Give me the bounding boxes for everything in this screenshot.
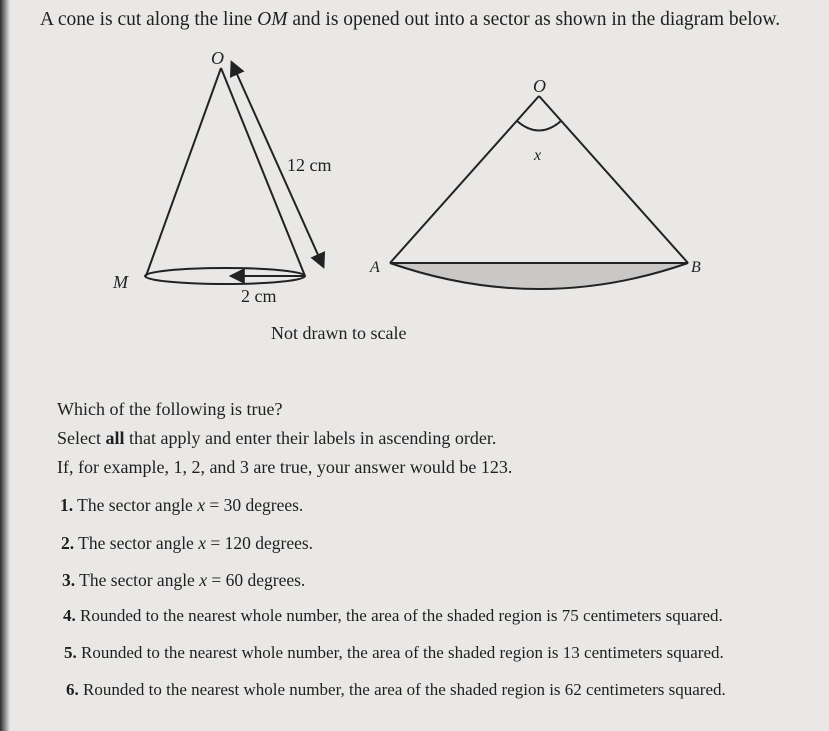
option-6 [66, 680, 726, 700]
option-number: 6. [66, 680, 79, 699]
intro-line-name: OM [257, 9, 288, 30]
option-3 [62, 570, 305, 591]
option-text-end: = 30 degrees. [204, 495, 304, 515]
question-line-3: If, for example, 1, 2, and 3 are true, your answer would be 123. [57, 457, 513, 477]
intro-pre: A cone is cut along the line [40, 9, 258, 30]
option-text: The sector angle [75, 570, 200, 590]
cone-apex-label: O [211, 48, 224, 68]
sector-left-radius [390, 96, 542, 263]
option-number: 4. [63, 606, 76, 625]
q2-bold: all [105, 428, 125, 448]
option-text: Rounded to the nearest whole number, the area of the shaded region is 13 centimeters squared. [76, 643, 724, 662]
sector-apex-label: O [533, 76, 546, 96]
sector-point-b-label: B [691, 259, 701, 276]
option-text-end: = 120 degrees. [205, 533, 314, 553]
sector-diagram [369, 76, 701, 289]
option-variable: x [198, 533, 206, 553]
option-variable: x [199, 570, 207, 590]
question-line-1: Which of the following is true? [57, 399, 283, 419]
sector-angle-arc [517, 121, 561, 131]
question-line-2 [57, 428, 496, 449]
figure-caption: Not drawn to scale [271, 323, 407, 343]
option-number: 2. [61, 533, 75, 553]
option-number: 1. [60, 495, 74, 515]
q2-post: that apply and enter their labels in ascending order. [124, 428, 497, 448]
slant-length-label: 12 cm [287, 155, 332, 175]
cone-diagram [112, 48, 332, 306]
cone-left-side [146, 68, 221, 276]
sector-point-a-label: A [370, 259, 380, 276]
cone-base-label: M [113, 272, 128, 292]
option-text: The sector angle [73, 495, 198, 515]
sector-right-radius [539, 96, 688, 263]
option-number: 5. [64, 643, 77, 662]
option-text: Rounded to the nearest whole number, the area of the shaded region is 75 centimeters squared. [75, 606, 723, 625]
option-text: The sector angle [74, 533, 199, 553]
q2-pre: Select [57, 428, 106, 448]
option-text: Rounded to the nearest whole number, the area of the shaded region is 62 centimeters squared. [78, 680, 726, 699]
option-2 [61, 533, 313, 554]
radius-length-label: 2 cm [241, 286, 277, 306]
option-number: 3. [62, 570, 76, 590]
option-4 [63, 606, 723, 626]
shaded-region [390, 263, 688, 289]
option-1 [60, 495, 303, 516]
sector-angle-label: x [534, 147, 542, 164]
option-5 [64, 643, 724, 663]
intro-post: and is opened out into a sector as shown in the diagram below. [287, 9, 781, 30]
option-text-end: = 60 degrees. [206, 570, 306, 590]
option-variable: x [197, 495, 205, 515]
